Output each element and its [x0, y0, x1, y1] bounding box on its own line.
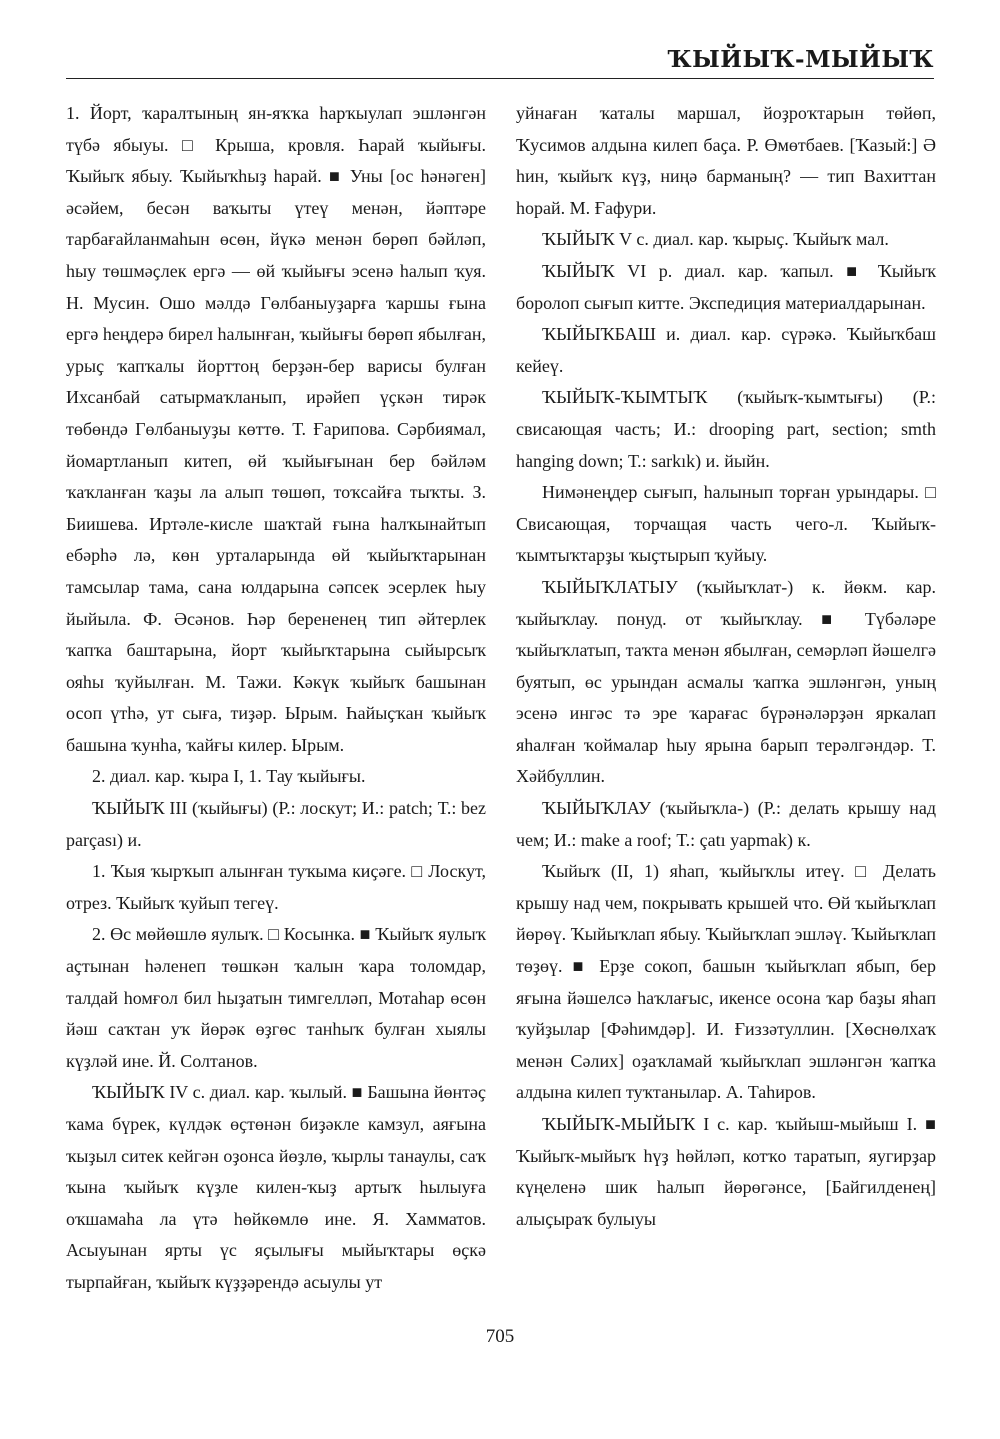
- running-header: [66, 40, 934, 79]
- entry-paragraph: Нимәнеңдер сығып, һалынып торған урындары. □ Свисающая, торчащая часть чего-л. Ҡыйыҡ-ҡымтыҡтарҙы ҡыҫтырып ҡуйыу.: [516, 482, 936, 566]
- entry-paragraph: ҠЫЙЫҠ VI р. диал. кар. ҡапыл. ■ Ҡыйыҡ боролоп сығып китте. Экспедиция материалдарынан.: [516, 260, 936, 313]
- header-title: ҠЫЙЫҠ-МЫЙЫҠ: [667, 46, 934, 73]
- entry-paragraph: 1. Ҡыя ҡырҡып алынған туҡыма киҫәге. □ Лоскут, отрез. Ҡыйыҡ ҡуйып тегеү.: [66, 861, 486, 913]
- entry-paragraph: 2. Өс мөйөшлө яулыҡ. □ Косынка. ■ Ҡыйыҡ яулыҡ аҫтынан һәленеп төшкән ҡалын ҡара толомдар, талдай һомғол бил һыҙатын тимгелләп, Мотаһар өсөн йәш саҡтан уҡ йөрәк өҙгөс танһыҡ булған хыялы күҙләй ине. Й. Солтанов.: [66, 924, 486, 1071]
- entry-paragraph: ҠЫЙЫҠ-ҠЫМТЫҠ (ҡыйыҡ-ҡымтығы) (Р.: свисающая часть; И.: drooping part, section; smth hanging down; Т.: sarkık) и. йыйн.: [516, 387, 936, 471]
- entry-paragraph: ҠЫЙЫҠЛАУ (ҡыйыҡла-) (Р.: делать крышу над чем; И.: make a roof; Т.: çatı yapmak) к.: [516, 798, 936, 850]
- page-number: 705: [485, 1326, 515, 1347]
- entry-paragraph: ҠЫЙЫҠ V с. диал. кар. ҡырыҫ. Ҡыйыҡ мал.: [542, 229, 889, 250]
- entry-paragraph: Ҡыйыҡ (II, 1) яһап, ҡыйыҡлы итеү. □ Делать крышу над чем, покрывать крышей что. Өй ҡыйыҡлап йөрөү. Ҡыйыҡлап ябыу. Ҡыйыҡлап эшләү. Ҡыйыҡлап төҙөү. ■ Ерҙе сокоп, башын ҡыйыҡлап ябып, бер яғына йәшелсә һаҡлағыс, икенсе осона ҡар баҙы яһап ҡуйҙылар [Фәһимдәр]. И. Ғиззәтуллин. [Хөснөлхаҡ менән Сәлих] оҙаҡламай ҡыйыҡлап эшләнгән ҡапҡа алдына килеп туҡтанылар. А. Таһиров.: [516, 861, 936, 1103]
- entry-paragraph: уйнаған ҡаталы маршал, йоҙроҡтарын төйөп, Ҡусимов алдына килеп баҫа. Р. Өмөтбаев. [Ҡазый:] Ә һин, ҡыйыҡ күҙ, ниңә барманың? — тип Вахиттан һорай. М. Ғафури.: [516, 103, 936, 218]
- entry-paragraph: ҠЫЙЫҠ III (ҡыйығы) (Р.: лоскут; И.: patch; Т.: bez parçası) и.: [66, 798, 486, 850]
- entry-paragraph: 1. Йорт, ҡаралтының ян-яҡҡа һарҡыулап эшләнгән түбә ябыуы. □ Крыша, кровля. Һарай ҡыйығы. Ҡыйыҡ ябыу. Ҡыйыҡһыҙ һарай. ■ Уны [ос һәнәген] әсәйем, бесән ваҡыты үтеү менән, йәптәре тарбағайланмаһын өсөн, йүкә менән бөрөп бәйләп, һыу төшмәҫлек ергә — өй ҡыйығы эсенә һалып ҡуя. Н. Мусин. Ошо мәлдә Гөлбаныуҙарға ҡаршы ғына ергә һеңдерә бирел һалынған, ҡыйығы бөрөп ябылған, урыҫ ҡапҡалы йорттоң берҙән-бер варисы булған Ихсанбай сатырмаҡланып, ирәйеп үҫкән тирәк төбөндә Гөлбаныуҙы көттө. Т. Ғарипова. Сәрбиямал, йомартланып китеп, өй ҡыйығынан бер бәйләм ҡаҡланған ҡаҙы ла алып төшөп, тоҡсайға тыҡты. З. Биишева. Иртәле-кисле шаҡтай ғына һалҡынайтып ебәрһә лә, көн урталарында өй ҡыйыҡтарынан тамсылар тама, сана юлдарына сәпсек эсерлек һыу йыйыла. Ф. Әсәнов. Һәр берененең тип әйтерлек ҡапҡа баштарына, йорт ҡыйыҡтарына сыйырсыҡ ояһы ҡуйылған. М. Тажи. Кәкүк ҡыйыҡ башынан осоп үтһә, ут сыға, тиҙәр. Ырым. Һайыҫҡан ҡыйыҡ башына ҡунһа, ҡайғы килер. Ырым.: [66, 103, 486, 755]
- entry-paragraph: 2. диал. кар. ҡыра I, 1. Тау ҡыйығы.: [92, 766, 366, 787]
- entry-paragraph: ҠЫЙЫҠБАШ и. диал. кар. сүрәкә. Ҡыйыҡбаш кейеү.: [516, 324, 936, 376]
- entry-paragraph: ҠЫЙЫҠЛАТЫУ (ҡыйыҡлат-) к. йөкм. кар. ҡыйыҡлау. понуд. от ҡыйыҡлау. ■ Түбәләре ҡыйыҡлатып, таҡта менән ябылған, семәрләп йәшелгә буятып, өс урындан асмалы ҡапҡа эшләнгән, уның эсенә ингәс тә эре ҡарағас бүрәнәләрҙән яркалап яһалған ҡоймалар һыу ярына барып терәлгәндәр. Т. Хәйбуллин.: [516, 576, 936, 787]
- right-column: [516, 98, 936, 1235]
- entry-paragraph: ҠЫЙЫҠ-МЫЙЫҠ I с. кар. ҡыйыш-мыйыш I. ■ Ҡыйыҡ-мыйыҡ һүҙ һөйләп, котҡо таратып, яугирҙар күңеленә шик һалып йөрөгәнсе, [Байгилденең] алыҫыраҡ булыуы: [516, 1114, 936, 1229]
- entry-paragraph: ҠЫЙЫҠ IV с. диал. кар. ҡылый. ■ Башына йөнтәҫ ҡама бүрек, күлдәк өҫтөнән биҙәкле камзул, аяғына ҡыҙыл ситек кейгән оҙонса йөҙлө, ҡырлы танаулы, саҡ ҡына ҡыйыҡ күҙле килен-ҡыҙ артыҡ һылыуға оҡшамаһа ла үтә һөйкөмлө ине. Я. Хамматов. Асыуынан ярты үс яҫылығы мыйыҡтары өҫкә тырпайған, ҡыйыҡ күҙҙәрендә асыулы ут: [66, 1082, 486, 1292]
- left-column: [66, 98, 486, 1299]
